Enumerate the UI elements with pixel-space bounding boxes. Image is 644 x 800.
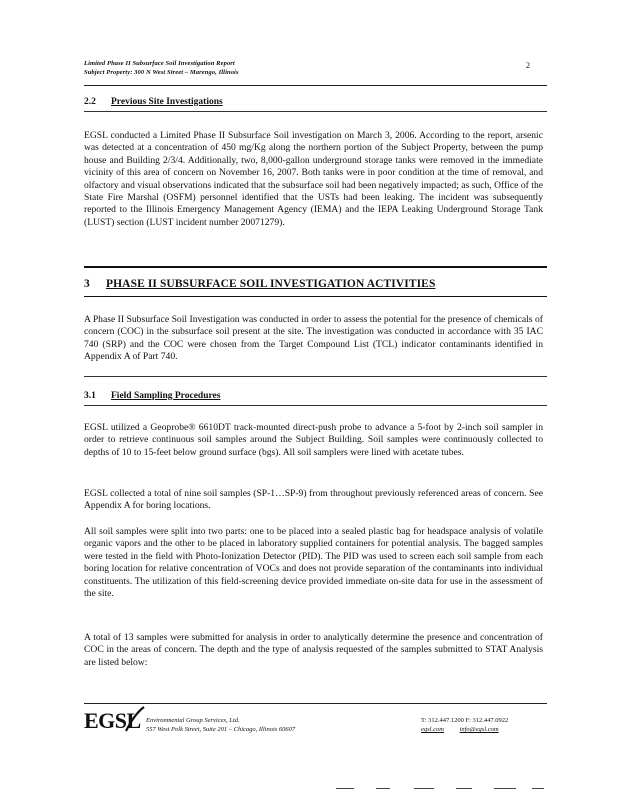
header-rule [84,85,547,86]
section-3-top-rule [84,266,547,268]
paragraph-sample-splitting: All soil samples were split into two parts: one to be placed into a sealed plastic bag for headspace analysis of volatile organic vapors and the other to be placed in laboratory supplied containers for potential analysis. The bagged samples were tested in the field with Photo-Ionization Detector (PID). The PID was used to screen each soil sample from each boring location for relative concentration of VOCs and does not provide separation of the contaminants into individual constituents. The utilization of this field-screening device provided immediate on-site data for use in the assessment of the site. [84,526,543,600]
company-logo: EGSL [84,708,141,733]
email-link[interactable]: info@egsl.com [459,726,499,733]
section-rule [84,111,547,112]
section-2-2-heading [84,97,223,107]
page-number: 2 [526,61,530,70]
paragraph-samples-submitted: A total of 13 samples were submitted for analysis in order to analytically determine the presence and concentration of COC in the areas of concern. The depth and the type of analysis requested of the samples submitted to STAT Analysis are listed below: [84,632,543,668]
website-link[interactable]: egsl.com [421,726,444,733]
section-number: 3.1 [84,391,96,401]
section-3-bottom-rule [84,296,547,297]
scan-artifact-marks [336,788,546,790]
company-name: Environmental Group Services, Ltd. [146,717,240,724]
paragraph-investigation-activities: A Phase II Subsurface Soil Investigation was conducted in order to assess the potential for the presence of chemicals of concern (COC) in the subsurface soil present at the site. The investigation was conducted in accordance with 35 IAC 740 (SRP) and the COC were chosen from the Target Compound List (TCL) indicator contaminants identified in Appendix A of Part 740. [84,314,543,363]
running-header [84,60,239,77]
footer-company-block [146,716,295,734]
section-3-1-heading [84,391,220,401]
section-3-heading [84,278,435,290]
subject-property: Subject Property: 300 N West Street – Marengo, Illinois [84,68,239,76]
section-number: 3 [84,278,90,290]
company-address: 557 West Polk Street, Suite 201 – Chicago, Illinois 60607 [146,726,296,733]
phone-fax: T: 312.447.1200 F: 312.447.0922 [421,717,509,724]
section-title: Previous Site Investigations [111,97,223,107]
section-3-1-bottom-rule [84,405,547,406]
section-title: PHASE II SUBSURFACE SOIL INVESTIGATION ACTIVITIES [106,278,436,290]
logo-swoosh-icon [124,705,146,733]
paragraph-sampling-equipment: EGSL utilized a Geoprobe® 6610DT track-mounted direct-push probe to advance a 5-foot by 2-inch soil sampler in order to retrieve continuous soil samples around the Subject Building. Soil samples were continuously collected to depths of 10 to 15-feet below ground surface (bgs). All soil samplers were lined with acetate tubes. [84,422,543,458]
section-title: Field Sampling Procedures [111,391,221,401]
report-title: Limited Phase II Subsurface Soil Investigation Report [84,60,235,67]
section-3-1-top-rule [84,376,547,377]
paragraph-previous-investigations: EGSL conducted a Limited Phase II Subsurface Soil investigation on March 3, 2006. According to the report, arsenic was detected at a concentration of 450 mg/Kg along the northern portion of the Subject Property, between the pump house and Building 2/3/4. Additionally, two, 8,000-gallon underground storage tanks were removed in the immediate vicinity of this area of concern on November 16, 2007. Both tanks were in poor condition at the time of removal, and olfactory and visual observations indicated that the subsurface soil had been negatively impacted; as such, Office of the State Fire Marshal (OSFM) personnel identified that the USTs had been leaking. The incident was subsequently reported to the Illinois Emergency Management Agency (IEMA) and the IEPA Leaking Underground Storage Tank (LUST) section (LUST incident number 20071279). [84,130,543,228]
footer-rule [84,703,547,704]
footer-contact-block [421,716,513,734]
paragraph-sample-count: EGSL collected a total of nine soil samples (SP-1…SP-9) from throughout previously referenced areas of concern. See Appendix A for boring locations. [84,488,543,512]
section-number: 2.2 [84,97,96,107]
